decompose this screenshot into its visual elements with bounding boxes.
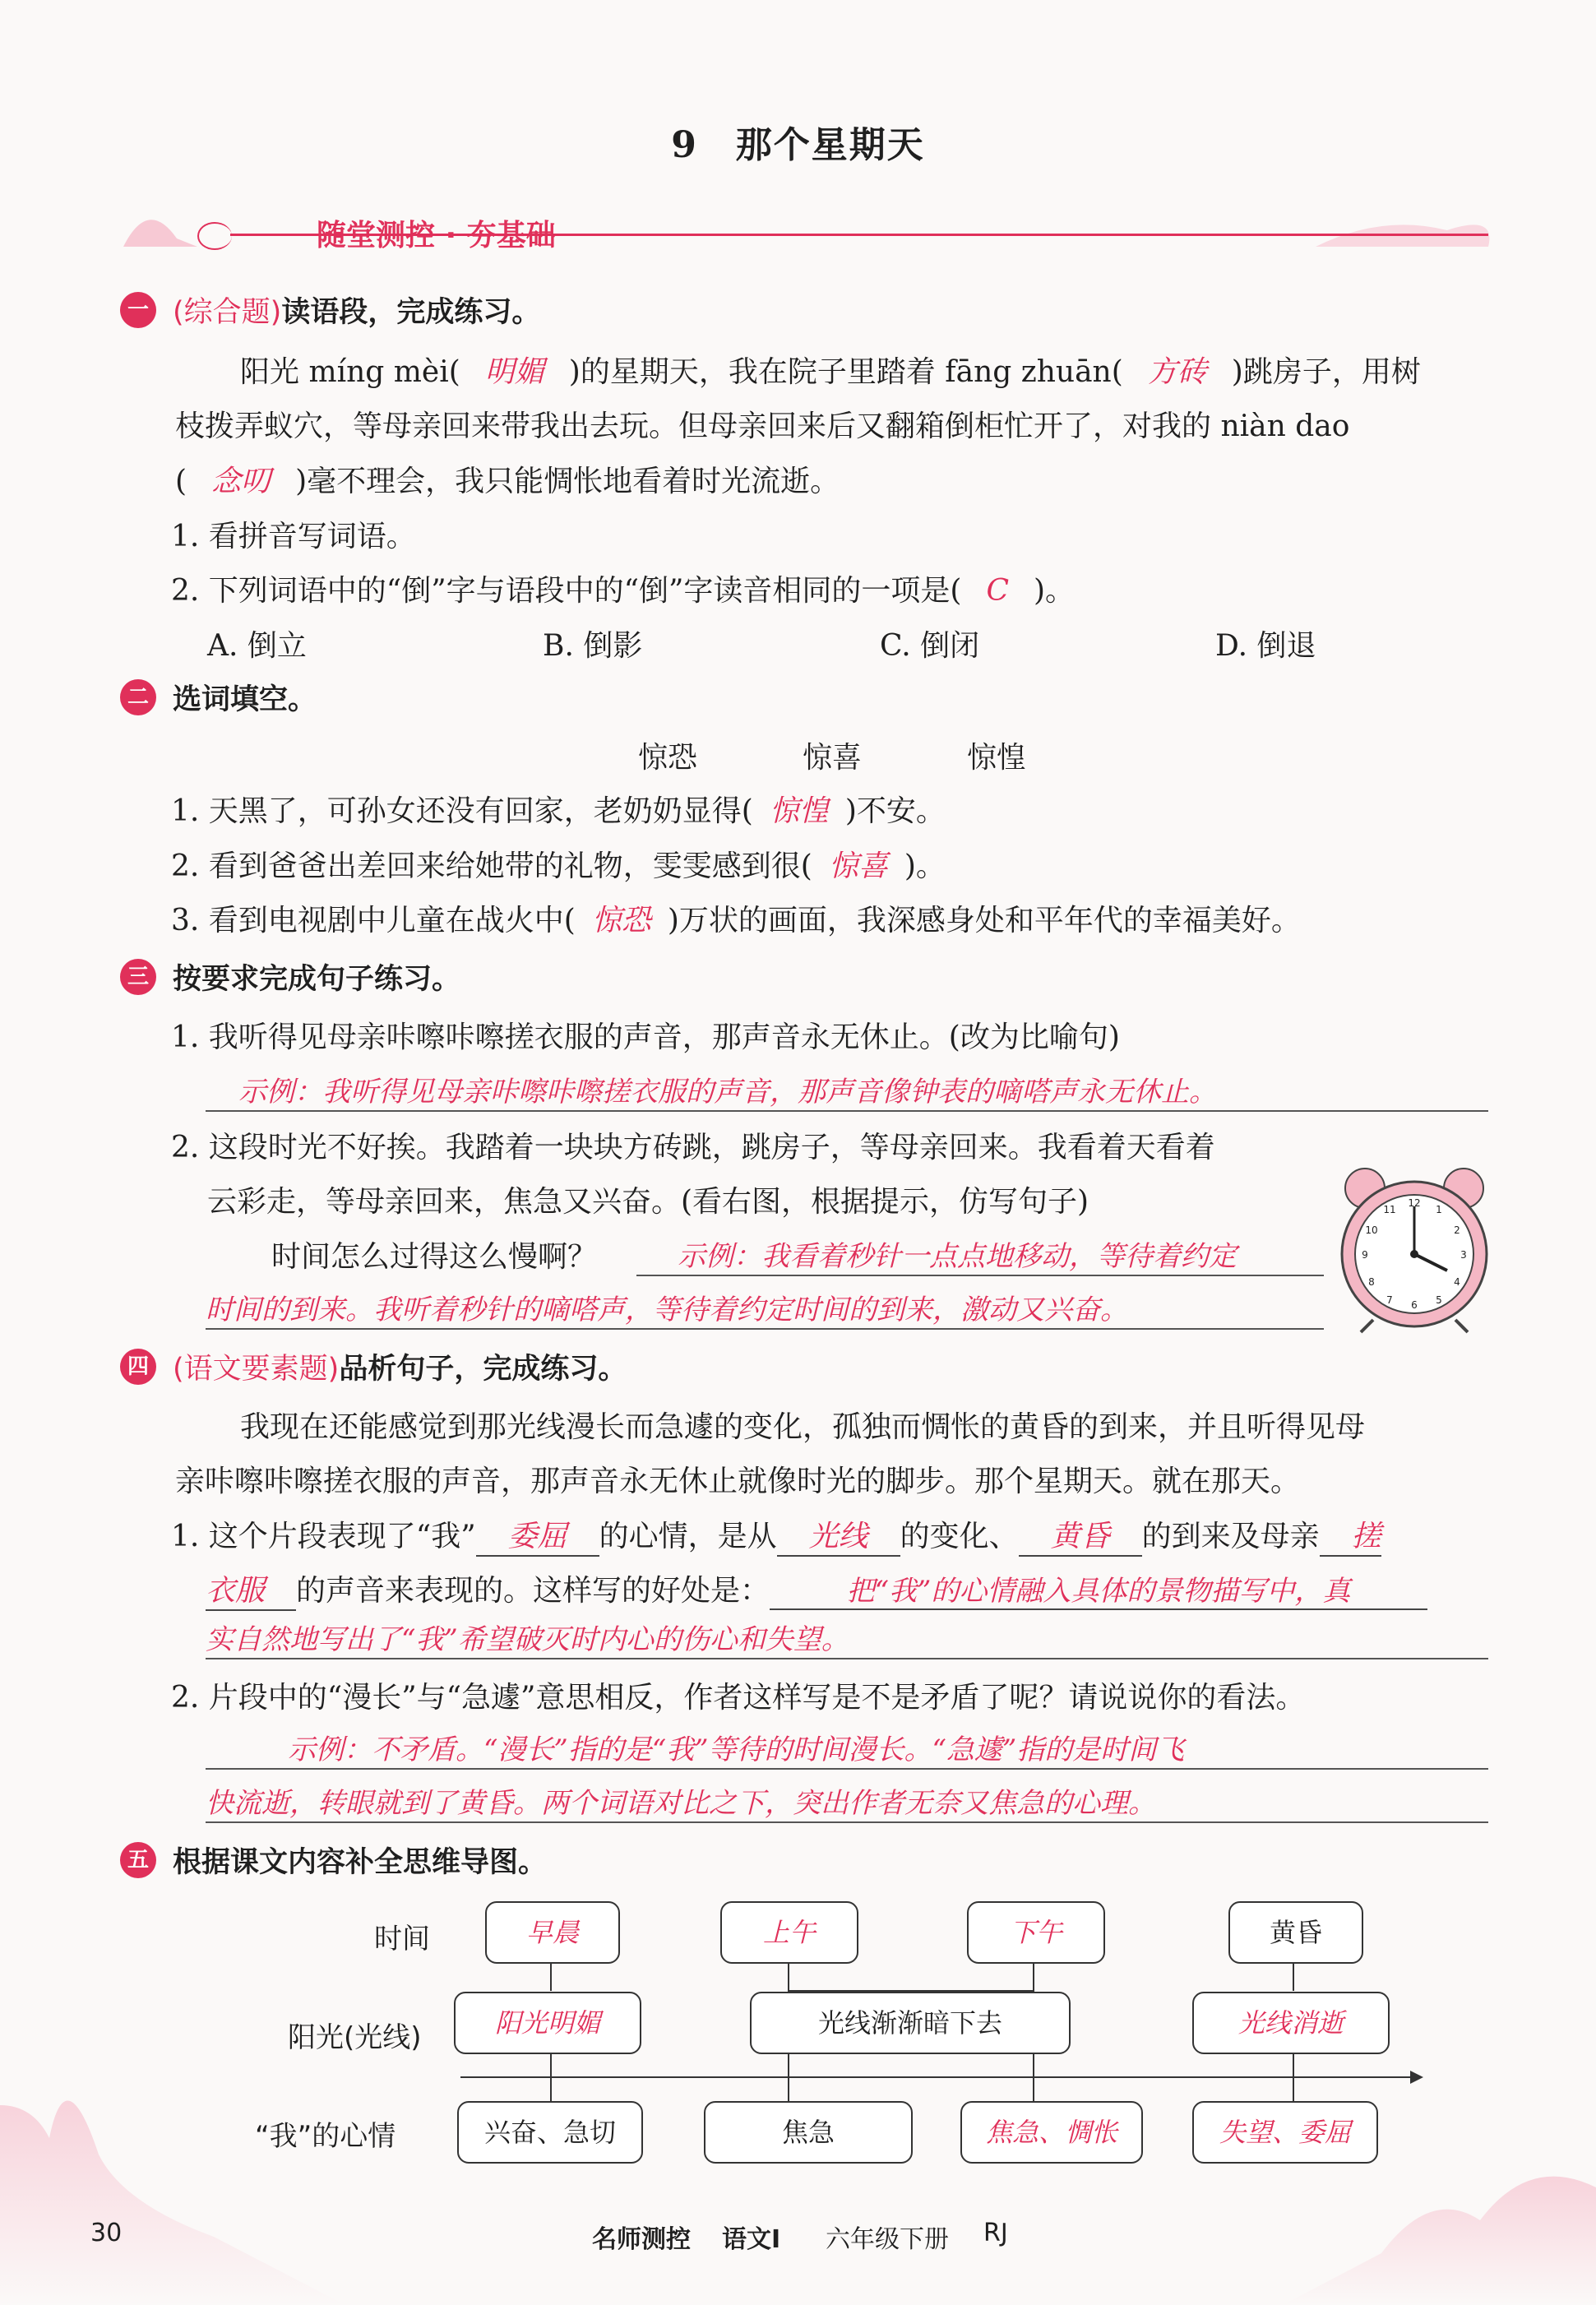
section-1-title-text: 读语段，完成练习。 xyxy=(281,296,541,329)
svg-text:1: 1 xyxy=(1436,1204,1442,1215)
alarm-clock-illustration xyxy=(1332,1164,1497,1336)
banner-title: 随堂测控 · 夯基础 xyxy=(317,219,556,252)
s1-p1a: 阳光 míng mèi( xyxy=(240,355,460,389)
s4-q1-fill-5a[interactable]: 把“我”的心情融入具体的景物描写中，真 xyxy=(770,1568,1427,1610)
s2-q1a: 1. 天黑了，可孙女还没有回家，老奶奶显得( xyxy=(171,794,753,828)
s3-q2-answer-2: 时间的到来。我听着秒针的嘀嗒声，等待着约定时间的到来，激动又兴奋。 xyxy=(206,1294,1128,1326)
s2-q3a: 3. 看到电视剧中儿童在战火中( xyxy=(171,904,576,937)
connector xyxy=(550,2052,552,2101)
s1-paragraph-line-1 xyxy=(240,349,1421,391)
s2-q2b: )。 xyxy=(904,849,946,883)
s2-q3-answer[interactable]: 惊恐 xyxy=(591,904,651,937)
s1-p1c: )跳房子，用树 xyxy=(1231,355,1421,389)
mindmap-row-light-label: 阳光(光线) xyxy=(288,2021,422,2054)
s1-p1b: )的星期天，我在院子里踏着 fāng zhuān( xyxy=(568,355,1123,389)
s4-question-1-line-2 xyxy=(206,1567,1427,1611)
svg-text:7: 7 xyxy=(1386,1294,1393,1306)
page-number: 30 xyxy=(90,2219,123,2247)
footer-series: 名师测控 xyxy=(592,2225,691,2254)
s1-p3a: ( xyxy=(175,465,187,498)
s1-q2-answer[interactable]: C xyxy=(986,574,1010,608)
s4-q1d: 的到来及母亲 xyxy=(1141,1520,1320,1553)
connector xyxy=(788,2052,789,2101)
section-3-title: 按要求完成句子练习。 xyxy=(173,963,461,996)
s4-q1-fill-4a[interactable]: 搓 xyxy=(1320,1513,1381,1557)
section-4-icon: 四 xyxy=(120,1349,156,1385)
s1-paragraph-line-2: 枝拨弄蚁穴，等母亲回来带我出去玩。但母亲回来后又翻箱倒柜忙开了，对我的 niàn dao xyxy=(175,410,1350,443)
mindmap-mood-2: 焦急 xyxy=(704,2101,913,2164)
s4-q1-fill-4b[interactable]: 衣服 xyxy=(206,1567,296,1611)
mindmap-mood-3[interactable]: 焦急、惆怅 xyxy=(960,2101,1143,2164)
s4-q1c: 的变化、 xyxy=(900,1520,1019,1553)
s2-question-3 xyxy=(171,897,1301,939)
s1-answer-niandao[interactable]: 念叨 xyxy=(211,465,271,498)
s2-q1b: )不安。 xyxy=(844,794,946,828)
s2-q2a: 2. 看到爸爸出差回来给她带的礼物，雯雯感到很( xyxy=(171,849,812,883)
footer-edition: RJ xyxy=(983,2219,1008,2247)
section-2-title: 选词填空。 xyxy=(173,683,317,716)
connector xyxy=(1033,2052,1034,2101)
s1-paragraph-line-3 xyxy=(175,458,840,500)
s4-q2-answer-2: 快流逝，转眼就到了黄昏。两个词语对比之下，突出作者无奈又焦急的心理。 xyxy=(206,1787,1156,1820)
s3-q1-answer-line[interactable] xyxy=(206,1069,1488,1112)
section-4-title xyxy=(173,1346,627,1387)
s2-q3b: )万状的画面，我深感身处和平年代的幸福美好。 xyxy=(667,904,1301,937)
mindmap-light-1[interactable]: 阳光明媚 xyxy=(454,1992,641,2054)
mindmap-mood-4[interactable]: 失望、委屈 xyxy=(1192,2101,1378,2164)
s2-question-1 xyxy=(171,788,946,830)
s2-question-2 xyxy=(171,843,946,885)
s1-answer-fangzhuan[interactable]: 方砖 xyxy=(1147,355,1207,389)
mindmap-light-2: 光线渐渐暗下去 xyxy=(750,1992,1071,2054)
page-title: 9 那个星期天 xyxy=(671,124,925,166)
section-1-icon: 一 xyxy=(120,292,156,328)
s2-q1-answer[interactable]: 惊惶 xyxy=(769,794,829,828)
s3-q1-answer: 示例：我听得见母亲咔嚓咔嚓搓衣服的声音，那声音像钟表的嘀嗒声永无休止。 xyxy=(238,1076,1217,1109)
svg-text:10: 10 xyxy=(1365,1224,1378,1236)
s4-q1b: 的心情，是从 xyxy=(599,1520,777,1553)
s4-passage-line-1: 我现在还能感觉到那光线漫长而急遽的变化，孤独而惆怅的黄昏的到来，并且听得见母 xyxy=(240,1410,1366,1444)
section-2-icon: 二 xyxy=(120,679,156,715)
mindmap-row-mood-label: “我”的心情 xyxy=(255,2120,396,2153)
s3-q2-answer-line-2[interactable] xyxy=(206,1287,1324,1330)
s4-q1a: 1. 这个片段表现了“我” xyxy=(171,1520,476,1553)
timeline-arrow xyxy=(460,2076,1414,2078)
svg-text:4: 4 xyxy=(1454,1276,1460,1288)
arrow-head-icon xyxy=(1410,2071,1423,2084)
s1-option-d: D. 倒退 xyxy=(1215,629,1316,663)
connector xyxy=(1293,2052,1294,2101)
svg-text:2: 2 xyxy=(1454,1224,1460,1236)
mindmap-time-1[interactable]: 早晨 xyxy=(485,1901,620,1964)
s1-q2b: )。 xyxy=(1034,574,1076,608)
s1-q2a: 2. 下列词语中的“倒”字与语段中的“倒”字读音相同的一项是( xyxy=(171,574,962,608)
s3-question-1: 1. 我听得见母亲咔嚓咔嚓搓衣服的声音，那声音永无休止。(改为比喻句) xyxy=(171,1021,1120,1054)
connector xyxy=(1293,1961,1294,1991)
s4-q2-answer-line-1[interactable] xyxy=(206,1727,1488,1770)
s1-answer-mingmei[interactable]: 明媚 xyxy=(484,355,544,389)
s1-question-1: 1. 看拼音写词语。 xyxy=(171,520,416,553)
s4-q1-fill-5b: 实自然地写出了“我”希望破灭时内心的伤心和失望。 xyxy=(206,1623,849,1656)
mindmap-row-time-label: 时间 xyxy=(374,1923,430,1956)
footer-subject: 语文Ⅰ xyxy=(722,2225,781,2254)
connector xyxy=(788,1961,789,1991)
svg-text:3: 3 xyxy=(1460,1249,1467,1261)
svg-text:12: 12 xyxy=(1408,1197,1421,1209)
word-choice-1: 惊恐 xyxy=(638,741,698,775)
s4-q1-fill-3[interactable]: 黄昏 xyxy=(1019,1513,1142,1557)
s1-question-2 xyxy=(171,567,1075,609)
s4-q2-answer-line-2[interactable] xyxy=(206,1780,1488,1823)
svg-text:6: 6 xyxy=(1411,1299,1418,1311)
s2-q2-answer[interactable]: 惊喜 xyxy=(828,849,888,883)
s4-q1-fill-1[interactable]: 委屈 xyxy=(476,1513,599,1557)
section-5-title: 根据课文内容补全思维导图。 xyxy=(173,1846,548,1879)
s4-q1-answer-line[interactable] xyxy=(206,1617,1488,1659)
s3-q2-answer-1: 示例：我看着秒针一点点地移动，等待着约定 xyxy=(678,1240,1237,1273)
svg-text:9: 9 xyxy=(1362,1249,1368,1261)
s1-p3b: )毫不理会，我只能惆怅地看着时光流逝。 xyxy=(295,465,840,498)
s4-question-2: 2. 片段中的“漫长”与“急遽”意思相反，作者这样写是不是矛盾了呢？请说说你的看法。 xyxy=(171,1681,1306,1715)
s1-option-b: B. 倒影 xyxy=(543,629,643,663)
word-choice-2: 惊喜 xyxy=(803,741,863,775)
svg-text:5: 5 xyxy=(1436,1294,1442,1306)
section-1-tag: (综合题) xyxy=(173,296,282,329)
mindmap-light-3[interactable]: 光线消逝 xyxy=(1192,1992,1390,2054)
mindmap-mood-1: 兴奋、急切 xyxy=(457,2101,643,2164)
word-choice-3: 惊惶 xyxy=(967,741,1027,775)
s4-q1-fill-2[interactable]: 光线 xyxy=(777,1513,900,1557)
s3-q2-answer-line-1[interactable] xyxy=(636,1233,1324,1276)
s3-question-2-line-2: 云彩走，等母亲回来，焦急又兴奋。(看右图，根据提示，仿写句子) xyxy=(207,1185,1089,1219)
connector xyxy=(1033,1961,1034,1991)
s3-q2-prompt: 时间怎么过得这么慢啊？ xyxy=(271,1240,598,1274)
s4-question-1-line-1 xyxy=(171,1513,1381,1557)
footer-grade: 六年级下册 xyxy=(826,2225,949,2254)
svg-text:11: 11 xyxy=(1383,1204,1396,1215)
section-4-title-text: 品析句子，完成练习。 xyxy=(339,1353,627,1386)
section-5-icon: 五 xyxy=(120,1842,156,1878)
s3-question-2-line-1: 2. 这段时光不好挨。我踏着一块块方砖跳，跳房子，等母亲回来。我看着天看着 xyxy=(171,1131,1215,1164)
connector xyxy=(550,1961,552,1991)
s1-option-a: A. 倒立 xyxy=(207,629,307,663)
mindmap-time-3[interactable]: 下午 xyxy=(967,1901,1105,1964)
s4-passage-line-2: 亲咔嚓咔嚓搓衣服的声音，那声音永无休止就像时光的脚步。那个星期天。就在那天。 xyxy=(175,1465,1301,1498)
section-3-icon: 三 xyxy=(120,959,156,995)
mindmap-time-2[interactable]: 上午 xyxy=(720,1901,858,1964)
s4-q1e: 的声音来表现的。这样写的好处是： xyxy=(296,1574,770,1608)
s4-q2-answer-1: 示例：不矛盾。“漫长”指的是“我”等待的时间漫长。“急遽”指的是时间飞 xyxy=(288,1733,1185,1766)
section-1-title xyxy=(173,289,540,331)
s1-option-c: C. 倒闭 xyxy=(880,629,980,663)
svg-text:8: 8 xyxy=(1368,1276,1375,1288)
section-4-tag: (语文要素题) xyxy=(173,1353,340,1386)
mindmap-time-4: 黄昏 xyxy=(1228,1901,1363,1964)
